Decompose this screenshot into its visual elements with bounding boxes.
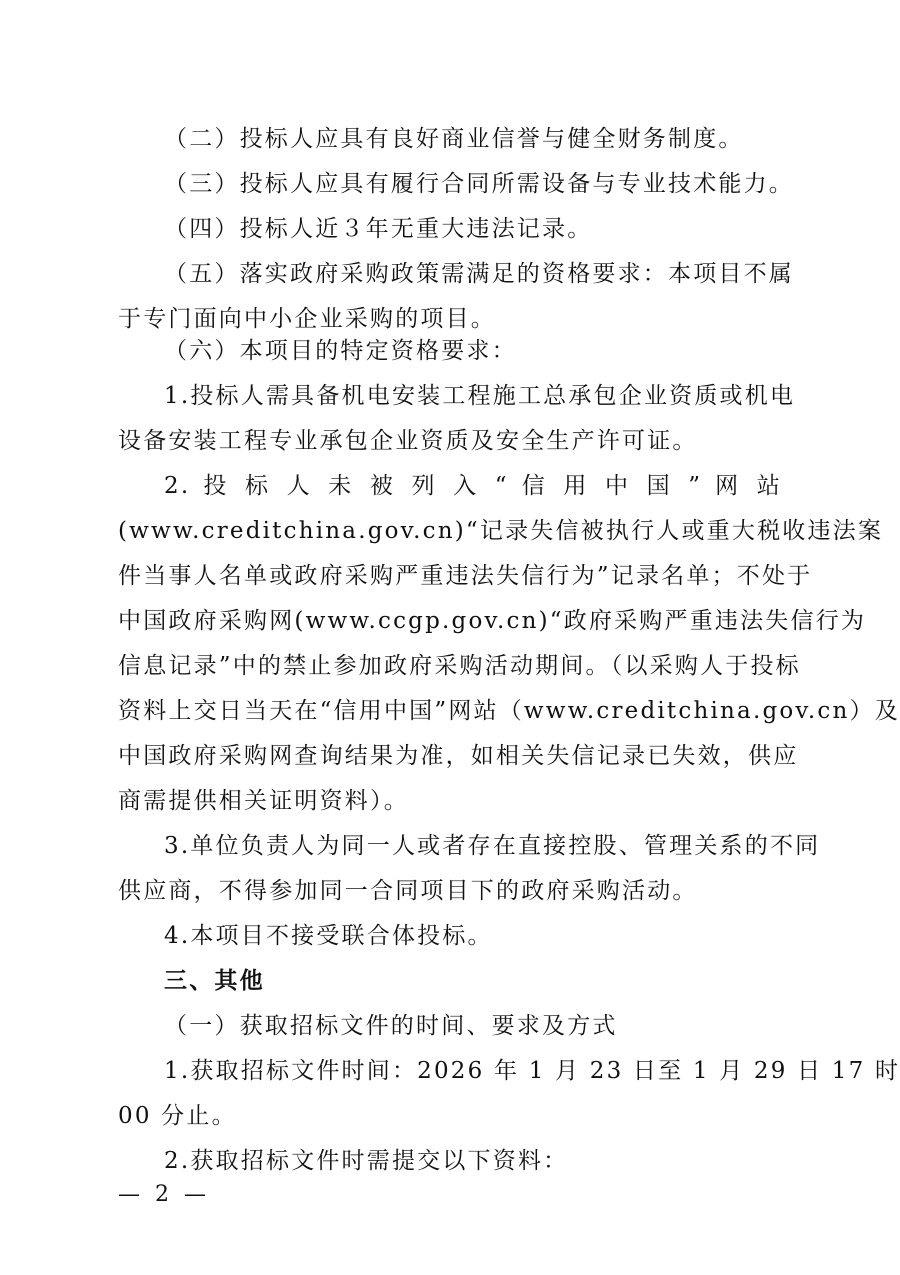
text-line: 1.投标人需具备机电安装工程施工总承包企业资质或机电 [164,383,796,409]
text-line: 4.本项目不接受联合体投标。 [164,923,493,949]
text-line: 设备安装工程专业承包企业资质及安全生产许可证。 [118,428,698,454]
text-line: 2.获取招标文件时需提交以下资料： [164,1148,569,1174]
text-line: （一）获取招标文件的时间、要求及方式 [164,1013,618,1039]
text-line: （五）落实政府采购政策需满足的资格要求：本项目不属 [164,261,794,287]
text-line: （六）本项目的特定资格要求： [164,338,517,364]
text-line: 中国政府采购网查询结果为准，如相关失信记录已失效，供应 [118,743,799,769]
text-line: 00 分止。 [118,1103,237,1129]
text-line: 商需提供相关证明资料）。 [118,788,409,814]
text-line: 中国政府采购网(www.ccgp.gov.cn)“政府采购严重违法失信行为 [118,608,867,634]
text-line: (www.creditchina.gov.cn)“记录失信被执行人或重大税收违法案 [118,518,884,544]
text-line: 信息记录”中的禁止参加政府采购活动期间。（以采购人于投标 [118,653,801,679]
text-line: 资料上交日当天在“信用中国”网站（www.creditchina.gov.cn）及 [118,698,900,724]
text-line: 1.获取招标文件时间：2026 年 1 月 23 日至 1 月 29 日 17 时 [164,1058,900,1084]
text-line: （二）投标人应具有良好商业信誉与健全财务制度。 [164,126,744,152]
text-line: 3.单位负责人为同一人或者存在直接控股、管理关系的不同 [164,833,821,859]
text-line: 件当事人名单或政府采购严重违法失信行为”记录名单；不处于 [118,563,813,589]
section-heading: 三、其他 [164,968,265,994]
text-line: 2. 投 标 人 未 被 列 入 “ 信 用 中 国 ” 网 站 [164,473,782,499]
text-line: （四）投标人近３年无重大违法记录。 [164,216,593,242]
page-number: — 2 — [118,1182,210,1207]
text-line: 供应商，不得参加同一合同项目下的政府采购活动。 [118,878,698,904]
text-line: （三）投标人应具有履行合同所需设备与专业技术能力。 [164,171,794,197]
text-line: 于专门面向中小企业采购的项目。 [118,306,496,332]
